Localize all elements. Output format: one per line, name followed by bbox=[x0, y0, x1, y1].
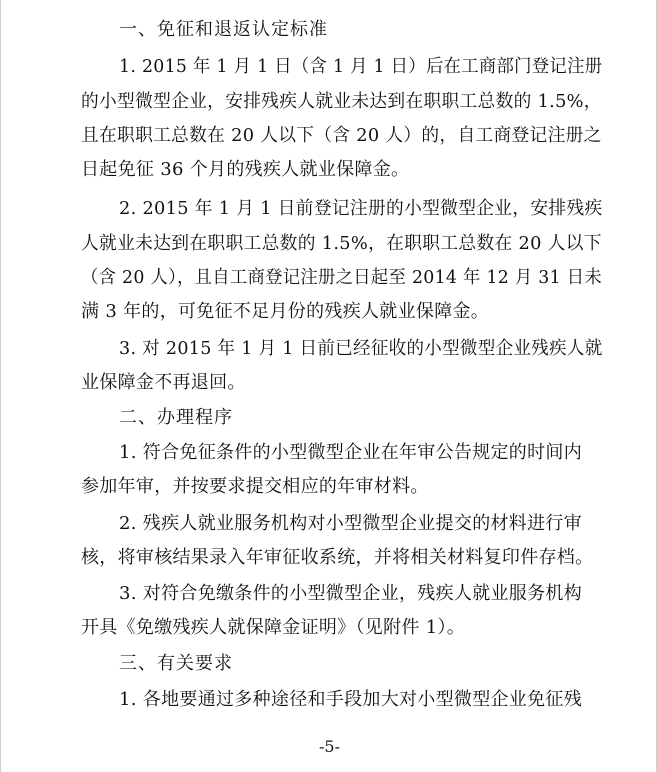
section-heading-2: 二、办理程序 bbox=[119, 407, 233, 428]
paragraph-line: 1. 2015 年 1 月 1 日（含 1 月 1 日）后在工商部门登记注册 bbox=[119, 56, 603, 77]
paragraph-line: 3. 对符合免缴条件的小型微型企业，残疾人就业服务机构 bbox=[119, 583, 582, 604]
paragraph-line: 1. 符合免征条件的小型微型企业在年审公告规定的时间内 bbox=[119, 442, 582, 463]
paragraph-line: （含 20 人），且自工商登记注册之日起至 2014 年 12 月 31 日未 bbox=[81, 267, 602, 288]
paragraph-line: 3. 对 2015 年 1 月 1 日前已经征收的小型微型企业残疾人就 bbox=[119, 338, 603, 359]
paragraph-line: 核，将审核结果录入年审征收系统，并将相关材料复印件存档。 bbox=[81, 547, 594, 568]
paragraph-line: 的小型微型企业，安排残疾人就业未达到在职职工总数的 1.5%， bbox=[81, 91, 602, 112]
paragraph-line: 日起免征 36 个月的残疾人就业保障金。 bbox=[81, 159, 410, 180]
paragraph-line: 满 3 年的，可免征不足月份的残疾人就业保障金。 bbox=[81, 301, 490, 322]
section-heading-1: 一、免征和退返认定标准 bbox=[119, 19, 328, 40]
paragraph-line: 2. 残疾人就业服务机构对小型微型企业提交的材料进行审 bbox=[119, 513, 582, 534]
paragraph-line: 业保障金不再退回。 bbox=[81, 372, 246, 393]
section-heading-3: 三、有关要求 bbox=[119, 653, 233, 674]
paragraph-line: 2. 2015 年 1 月 1 日前登记注册的小型微型企业，安排残疾 bbox=[119, 198, 603, 219]
paragraph-line: 开具《免缴残疾人就保障金证明》（见附件 1）。 bbox=[81, 617, 466, 638]
paragraph-line: 人就业未达到在职职工总数的 1.5%，在职职工总数在 20 人以下 bbox=[81, 233, 602, 254]
paragraph-line: 参加年审，并按要求提交相应的年审材料。 bbox=[81, 476, 429, 497]
page-number: -5- bbox=[319, 737, 340, 756]
paragraph-line: 1. 各地要通过多种途径和手段加大对小型微型企业免征残 bbox=[119, 689, 582, 710]
paragraph-line: 且在职职工总数在 20 人以下（含 20 人）的，自工商登记注册之 bbox=[81, 125, 602, 146]
